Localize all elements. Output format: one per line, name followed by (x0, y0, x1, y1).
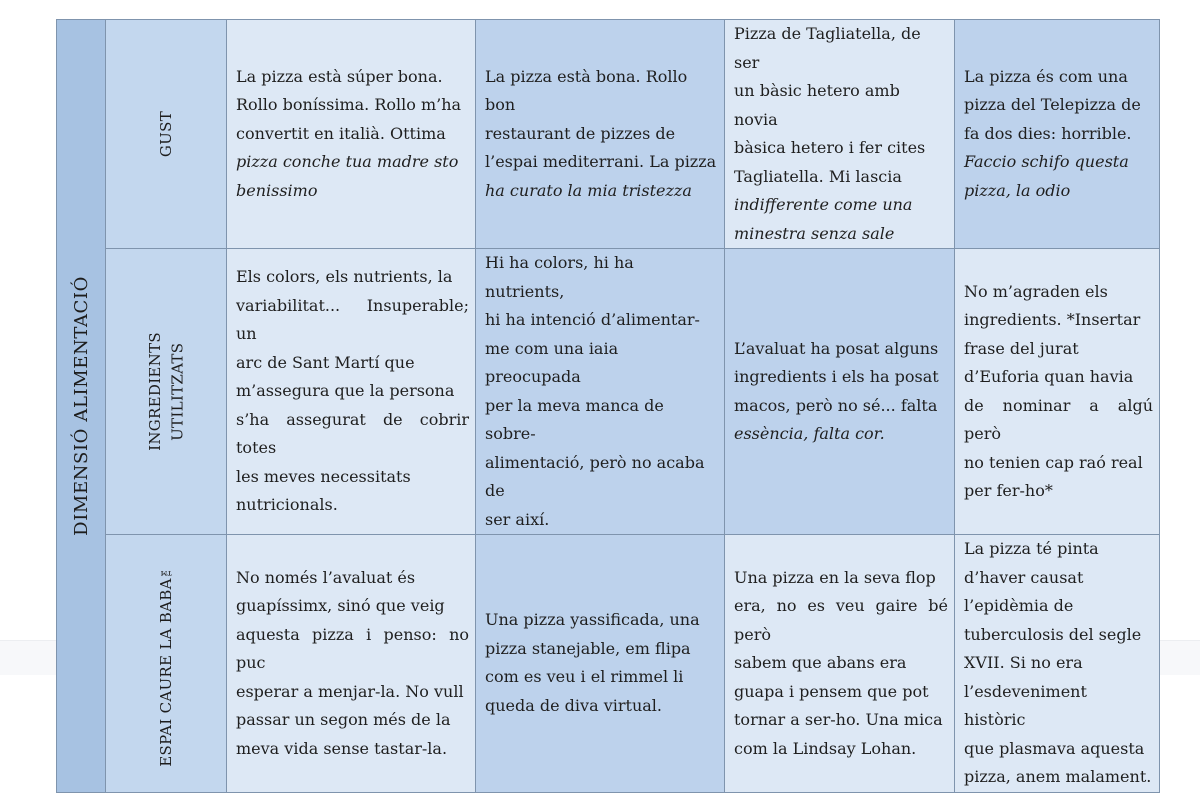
cell-line: les meves necessitats (236, 466, 411, 486)
cell-line: nutricionals. (236, 495, 338, 515)
table-cell (955, 20, 1160, 249)
table-cell (725, 20, 955, 249)
cell-line: tornar a ser-ho. Una mica (734, 710, 943, 729)
cell-line: convertit en italià. Ottima (236, 123, 446, 143)
cell-line: m’assegura que la persona (236, 381, 455, 401)
cell-line: com la Lindsay Lohan. (734, 738, 917, 758)
table-row-ingredients (57, 249, 1160, 535)
cell-line: esperar a menjar-la. No vull (236, 681, 464, 701)
cell-line: Una pizza yassificada, una (485, 610, 700, 630)
table-cell (725, 535, 955, 793)
table-cell (476, 535, 725, 793)
cell-line: l’epidèmia de (964, 596, 1074, 615)
cell-line: arc de Sant Martí que (236, 352, 415, 372)
table-cell (227, 535, 476, 793)
cell-line: pizza stanejable, em flipa (485, 638, 691, 658)
cell-line: essència, falta cor. (734, 424, 885, 443)
evaluation-table (56, 19, 1160, 793)
cell-line: No només l’avaluat és (236, 567, 416, 587)
cell-line: variabilitat... Insuperable; un (236, 295, 469, 344)
cell-line: Rollo boníssima. Rollo m’ha (236, 95, 462, 115)
dimension-label: DIMENSIÓ ALIMENTACIÓ (70, 275, 92, 536)
table-cell (955, 249, 1160, 535)
cell-line: fa dos dies: horrible. (964, 123, 1132, 143)
cell-line: Tagliatella. Mi lascia (734, 166, 902, 186)
cell-line: l’espai mediterrani. La pizza (485, 152, 717, 172)
cell-line: ingredients i els ha posat (734, 367, 939, 386)
cell-line: La pizza està bona. Rollo bon (485, 66, 688, 115)
cell-line: per la meva manca de sobre- (485, 395, 664, 443)
cell-line: restaurant de pizzes de (485, 123, 676, 143)
cell-line: queda de diva virtual. (485, 695, 662, 715)
cell-line: Els colors, els nutrients, la (236, 267, 453, 287)
cell-line: No m’agraden els (964, 281, 1108, 301)
cell-line: meva vida sense tastar-la. (236, 738, 448, 758)
table-row-gust (57, 20, 1160, 249)
cell-line: pizza conche tua madre sto (236, 152, 459, 172)
cell-line: La pizza té pinta (964, 539, 1099, 558)
cell-line: d’haver causat (964, 567, 1084, 587)
cell-line: per fer-ho* (964, 481, 1053, 500)
table-cell (476, 249, 725, 535)
table-cell (227, 20, 476, 249)
row-header-caure-la-baba (106, 535, 227, 793)
cell-line: aquesta pizza i penso: no puc (236, 624, 469, 672)
cell-line: macos, però no sé... falta (734, 395, 938, 415)
row-header-ingredients (106, 249, 227, 535)
cell-line: alimentació, però no acaba de (485, 452, 705, 500)
cell-line: L’avaluat ha posat alguns (734, 338, 939, 358)
cell-line: de nominar a algú però (964, 395, 1153, 443)
cell-line: indifferente come una (734, 195, 913, 214)
cell-line: ingredients. *Insertar (964, 310, 1141, 329)
table-cell (955, 535, 1160, 793)
cell-line: ser així. (485, 509, 550, 529)
cell-line: Faccio schifo questa (964, 152, 1129, 172)
cell-line: benissimo (236, 180, 318, 200)
row-header-gust (106, 20, 227, 249)
table-cell (476, 20, 725, 249)
cell-line: Pizza de Tagliatella, de ser (734, 24, 921, 72)
row-header-label: UTILITZATS (168, 342, 186, 441)
cell-line: guapa i pensem que pot (734, 681, 929, 701)
cell-line: sabem que abans era (734, 653, 907, 672)
cell-line: minestra senza sale (734, 223, 895, 243)
cell-line: ha curato la mia tristezza (485, 180, 692, 200)
cell-line: Hi ha colors, hi ha nutrients, (485, 253, 634, 301)
cell-line: Una pizza en la seva flop (734, 567, 936, 587)
cell-line: La pizza és com una (964, 66, 1128, 86)
cell-line: com es veu i el rimmel li (485, 667, 684, 687)
cell-line: era, no es veu gaire bé però (734, 596, 948, 644)
cell-line: que plasmava aquesta (964, 738, 1145, 758)
dimension-cell (57, 20, 106, 793)
cell-line: no tenien cap raó real (964, 452, 1143, 472)
cell-line: guapíssimx, sinó que veig (236, 596, 445, 615)
cell-line: d’Euforia quan havia (964, 367, 1134, 386)
table-cell (227, 249, 476, 535)
cell-line: s’ha assegurat de cobrir totes (236, 409, 469, 458)
cell-line: bàsica hetero i fer cites (734, 138, 926, 157)
cell-line: pizza del Telepizza de (964, 95, 1141, 115)
cell-line: pizza, la odio (964, 180, 1071, 200)
cell-line: XVII. Si no era (964, 653, 1083, 672)
cell-line: un bàsic hetero amb novia (734, 81, 900, 129)
cell-line: tuberculosis del segle (964, 624, 1142, 644)
cell-line: hi ha intenció d’alimentar- (485, 310, 700, 329)
cell-line: passar un segon més de la (236, 710, 451, 729)
cell-line: pizza, anem malament. (964, 767, 1152, 786)
cell-line: La pizza està súper bona. (236, 66, 443, 86)
cell-line: me com una iaia preocupada (485, 338, 619, 386)
row-header-label: GUST (156, 110, 175, 158)
cell-line: frase del jurat (964, 338, 1079, 358)
row-header-label: INGREDIENTS (145, 332, 164, 451)
table-row-caure-la-baba (57, 535, 1160, 793)
table-cell (725, 249, 955, 535)
row-header-label: ESPAI CAURE LA BABA™ (156, 559, 175, 767)
cell-line: l’esdeveniment històric (964, 681, 1087, 729)
